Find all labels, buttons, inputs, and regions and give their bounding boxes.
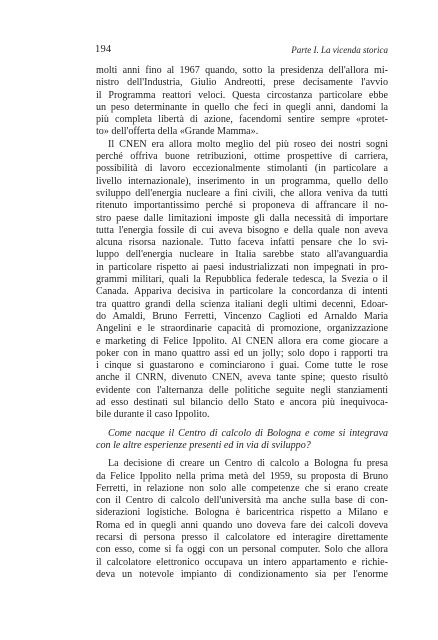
text-line: anche il CNRN, divenuto CNEN, aveva tante spine; questo risultò bbox=[96, 372, 388, 384]
text-line: livello internazionale), inserimento in un programma, quello dello bbox=[96, 175, 388, 187]
text-line: bile durante il caso Ippolito. bbox=[96, 409, 210, 421]
text-line: perché offriva buone retribuzioni, ottime prospettive di carriera, bbox=[96, 151, 388, 163]
text-line: Canada. Appariva decisiva in particolare la concordanza di intenti bbox=[96, 286, 388, 298]
text-line: siderazioni logistiche. Bologna è baricentrica rispetto a Milano e bbox=[96, 507, 388, 519]
paragraph-2 bbox=[96, 139, 388, 422]
text-line: recarsi di persona presso il calcolatore ed interagire direttamente bbox=[96, 531, 388, 543]
text-line: più completa libertà di azione, facendomi sentire sempre «protet- bbox=[96, 114, 388, 126]
text-line: da Felice Ippolito nella prima metà del 1959, su proposta di Bruno bbox=[96, 470, 388, 482]
text-line: tutta l'energia fossile di cui aveva bisogno e della quale non aveva bbox=[96, 224, 388, 236]
page-header bbox=[95, 44, 388, 58]
text-line: Il CNEN era allora molto meglio del più roseo dei nostri sogni bbox=[108, 138, 388, 150]
paragraph-3 bbox=[96, 458, 388, 581]
text-line: il calcolatore elettronico occupava un intero appartamento e richie- bbox=[96, 556, 388, 568]
text-line: La decisione di creare un Centro di calcolo a Bologna fu presa bbox=[108, 458, 388, 470]
question-line: Come nacque il Centro di calcolo di Bologna e come si integrava bbox=[108, 427, 388, 439]
text-line: e marketing di Felice Ippolito. Al CNEN allora era come giocare a bbox=[96, 335, 388, 347]
text-line: stro paese dalle limitazioni imposte gli dalla necessità di importare bbox=[96, 212, 388, 224]
text-line: un peso determinante in quello che feci in quegli anni, dandomi la bbox=[96, 101, 388, 113]
text-line: Roma ed in quegli anni quando uno doveva fare dei calcoli doveva bbox=[96, 519, 388, 531]
body-text bbox=[96, 65, 388, 581]
text-line: possibilità di lavoro eccezionalmente stimolanti (in particolare a bbox=[96, 163, 388, 175]
page-number: 194 bbox=[95, 44, 112, 55]
text-line: evidente con l'alternanza delle politiche seguite negli stanziamenti bbox=[96, 384, 388, 396]
text-line: luppo dell'energia nucleare in Italia sarebbe stato all'avanguardia bbox=[96, 249, 388, 261]
text-line: in particolare rispetto ai paesi industrializzati non impegnati in pro- bbox=[96, 261, 388, 273]
text-line: do Amaldi, Bruno Ferretti, Vincenzo Caglioti ed Arnaldo Maria bbox=[96, 310, 388, 322]
text-line: grammi militari, quali la Repubblica federale tedesca, la Svezia o il bbox=[96, 274, 388, 286]
text-line: ad esso destinati sul bilancio dello Stato e ancora più inequivoca- bbox=[96, 397, 388, 409]
text-line: molti anni fino al 1967 quando, sotto la presidenza dell'allora mi- bbox=[96, 65, 388, 76]
text-line: Ferretti, in relazione non solo alle competenze che si erano create bbox=[96, 482, 388, 494]
question-line: con le altre esperienze presenti ed in via di sviluppo? bbox=[96, 439, 311, 451]
text-line: to» dell'offerta della «Grande Mamma». bbox=[96, 126, 259, 138]
text-line: ritenuto importantissimo perché si proponeva di affrancare il no- bbox=[96, 200, 388, 212]
text-line: i cinque si guastarono e cominciarono i guai. Come tutte le rose bbox=[96, 360, 388, 372]
interview-question bbox=[96, 428, 388, 453]
text-line: sviluppo dell'energia nucleare a fini civili, che allora veniva da tutti bbox=[96, 187, 388, 199]
running-title: Parte I. La vicenda storica bbox=[291, 45, 388, 55]
text-line: deva un notevole impianto di condizionamento sia per l'enorme bbox=[96, 568, 388, 580]
text-line: alcuna risorsa nazionale. Tutto faceva infatti pensare che lo svi- bbox=[96, 237, 388, 249]
text-line: il Programma reattori veloci. Questa circostanza particolare ebbe bbox=[96, 89, 388, 101]
text-line: con esso, come si fa oggi con un personal computer. Solo che allora bbox=[96, 544, 388, 556]
text-line: nistro dell'Industria, Giulio Andreotti, prese decisamente l'avvio bbox=[96, 77, 388, 89]
text-line: poker con in mano quattro assi ed un jolly; solo dopo i rapporti tra bbox=[96, 347, 388, 359]
text-line: con il Centro di calcolo dell'università ma anche sulla base di con- bbox=[96, 495, 388, 507]
text-line: Angelini e le straordinarie capacità di promozione, organizzazione bbox=[96, 323, 388, 335]
paragraph-1 bbox=[96, 65, 388, 139]
text-line: tra quattro grandi della scienza italiani degli ultimi decenni, Edoar- bbox=[96, 298, 388, 310]
